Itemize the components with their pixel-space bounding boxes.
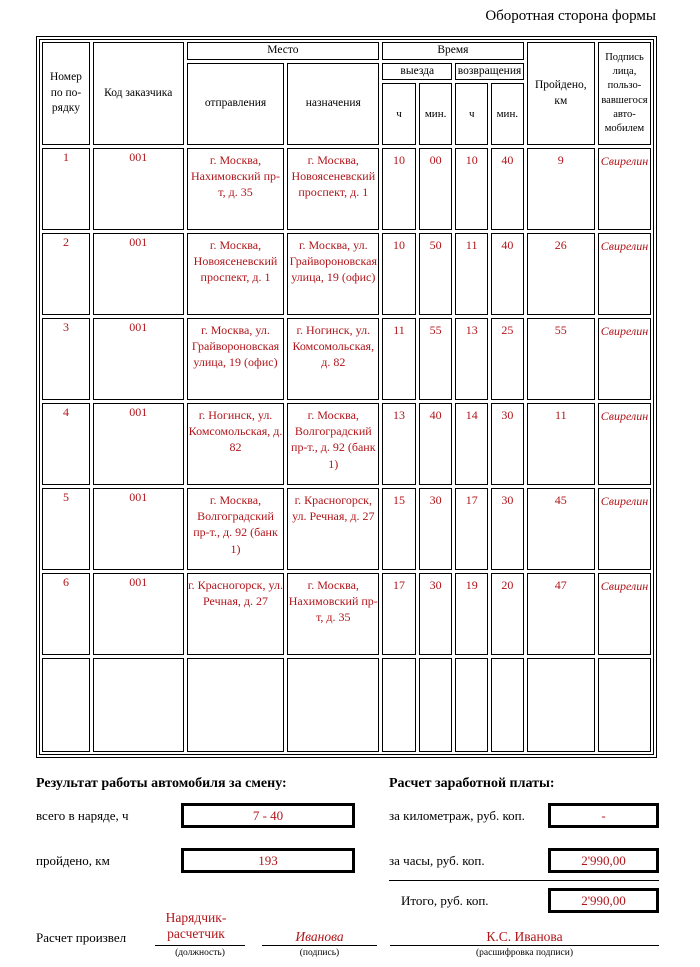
km-pay-value: -	[548, 803, 659, 828]
row-signature: Свирелин	[598, 573, 651, 655]
row-number: 1	[42, 148, 90, 230]
table-row	[42, 573, 651, 655]
row-dep-hours: 17	[382, 573, 416, 655]
row-to: г. Красногорск, ул. Речная, д. 27	[287, 488, 379, 570]
km-pay-label: за километраж, руб. коп.	[389, 808, 525, 823]
table-row	[42, 233, 651, 315]
pay-total-label: Итого, руб. коп.	[401, 893, 489, 908]
row-to: г. Москва, Нахимовский пр-т, д. 35	[287, 573, 379, 655]
row-signature: Свирелин	[598, 403, 651, 485]
table-row	[42, 403, 651, 485]
form-title: Оборотная сторона формы	[485, 8, 656, 24]
row-to: г. Москва, ул. Грайвороновская улица, 19 (офис)	[287, 233, 379, 315]
row-to: г. Москва, Новоясеневский проспект, д. 1	[287, 148, 379, 230]
row-ret-hours: 11	[455, 233, 488, 315]
hours-pay-value: 2'990,00	[548, 848, 659, 873]
header-number: Номер по по-рядку	[42, 42, 90, 145]
row-distance: 55	[527, 318, 595, 400]
row-number: 2	[42, 233, 90, 315]
header-client-code: Код заказчика	[93, 42, 184, 145]
table-row	[42, 318, 651, 400]
row-client-code: 001	[93, 403, 184, 485]
header-ret-hours: ч	[455, 83, 488, 145]
header-ret-minutes: мин.	[491, 83, 524, 145]
row-number: 5	[42, 488, 90, 570]
row-signature: Свирелин	[598, 148, 651, 230]
row-to: г. Ногинск, ул. Комсомольская, д. 82	[287, 318, 379, 400]
row-ret-hours: 14	[455, 403, 488, 485]
row-ret-hours: 17	[455, 488, 488, 570]
position-value: Нарядчик-расчетчик	[165, 910, 227, 941]
row-ret-minutes: 30	[491, 403, 524, 485]
row-signature: Свирелин	[598, 318, 651, 400]
name-caption: (расшифровка подписи)	[476, 948, 573, 958]
header-place: Место	[187, 42, 380, 60]
name-line	[390, 945, 659, 946]
total-hours-value: 7 - 40	[181, 803, 355, 828]
row-from: г. Москва, Новоясеневский проспект, д. 1	[187, 233, 285, 315]
trip-log-table	[39, 39, 654, 755]
total-hours-label: всего в наряде, ч	[36, 808, 129, 823]
row-number: 6	[42, 573, 90, 655]
row-from: г. Ногинск, ул. Комсомольская, д. 82	[187, 403, 285, 485]
row-dep-hours: 13	[382, 403, 416, 485]
row-client-code: 001	[93, 573, 184, 655]
header-dep-hours: ч	[382, 83, 416, 145]
total-divider	[389, 880, 659, 881]
row-ret-hours: 19	[455, 573, 488, 655]
row-dep-minutes: 55	[419, 318, 453, 400]
header-signature: Подпись лица, пользо-вавшегося авто-мобилем	[598, 42, 651, 145]
row-from: г. Москва, Волгоградский пр-т., д. 92 (банк 1)	[187, 488, 285, 570]
row-distance: 9	[527, 148, 595, 230]
header-departure: выезда	[382, 63, 452, 81]
hours-pay-label: за часы, руб. коп.	[389, 853, 485, 868]
row-distance: 45	[527, 488, 595, 570]
position-line	[155, 945, 245, 946]
result-title: Результат работы автомобиля за смену:	[36, 776, 287, 791]
row-dep-minutes: 00	[419, 148, 453, 230]
row-from: г. Красногорск, ул. Речная, д. 27	[187, 573, 285, 655]
header-dep-minutes: мин.	[419, 83, 453, 145]
salary-title: Расчет заработной платы:	[389, 776, 555, 791]
signature-caption: (подпись)	[299, 948, 340, 958]
row-dep-hours: 15	[382, 488, 416, 570]
header-return: возвращения	[455, 63, 523, 81]
header-place-from: отправления	[187, 63, 285, 146]
row-to: г. Москва, Волгоградский пр-т., д. 92 (банк 1)	[287, 403, 379, 485]
row-client-code: 001	[93, 318, 184, 400]
signature-line	[262, 945, 377, 946]
row-signature: Свирелин	[598, 488, 651, 570]
row-dep-minutes: 50	[419, 233, 453, 315]
row-ret-minutes: 40	[491, 233, 524, 315]
row-ret-hours: 10	[455, 148, 488, 230]
row-ret-minutes: 40	[491, 148, 524, 230]
table-row	[42, 488, 651, 570]
row-ret-minutes: 25	[491, 318, 524, 400]
row-distance: 26	[527, 233, 595, 315]
signature-value: Иванова	[295, 929, 344, 944]
calculated-by-label: Расчет произвел	[36, 930, 127, 945]
position-caption: (должность)	[175, 948, 225, 958]
row-ret-hours: 13	[455, 318, 488, 400]
row-signature: Свирелин	[598, 233, 651, 315]
row-client-code: 001	[93, 233, 184, 315]
row-distance: 11	[527, 403, 595, 485]
pay-total-value: 2'990,00	[548, 888, 659, 913]
row-dep-minutes: 40	[419, 403, 453, 485]
row-dep-hours: 10	[382, 233, 416, 315]
row-dep-minutes: 30	[419, 488, 453, 570]
row-dep-minutes: 30	[419, 573, 453, 655]
row-ret-minutes: 30	[491, 488, 524, 570]
header-place-to: назначения	[287, 63, 379, 146]
row-from: г. Москва, ул. Грайвороновская улица, 19 (офис)	[187, 318, 285, 400]
row-dep-hours: 11	[382, 318, 416, 400]
table-row	[42, 148, 651, 230]
header-time: Время	[382, 42, 524, 60]
row-client-code: 001	[93, 488, 184, 570]
header-distance: Пройдено, км	[527, 42, 595, 145]
row-distance: 47	[527, 573, 595, 655]
distance-label: пройдено, км	[36, 853, 110, 868]
row-client-code: 001	[93, 148, 184, 230]
row-from: г. Москва, Нахимовский пр-т, д. 35	[187, 148, 285, 230]
row-dep-hours: 10	[382, 148, 416, 230]
row-number: 3	[42, 318, 90, 400]
distance-value: 193	[181, 848, 355, 873]
row-number: 4	[42, 403, 90, 485]
table-row-empty	[42, 658, 651, 752]
row-ret-minutes: 20	[491, 573, 524, 655]
name-value: К.С. Иванова	[486, 929, 563, 944]
